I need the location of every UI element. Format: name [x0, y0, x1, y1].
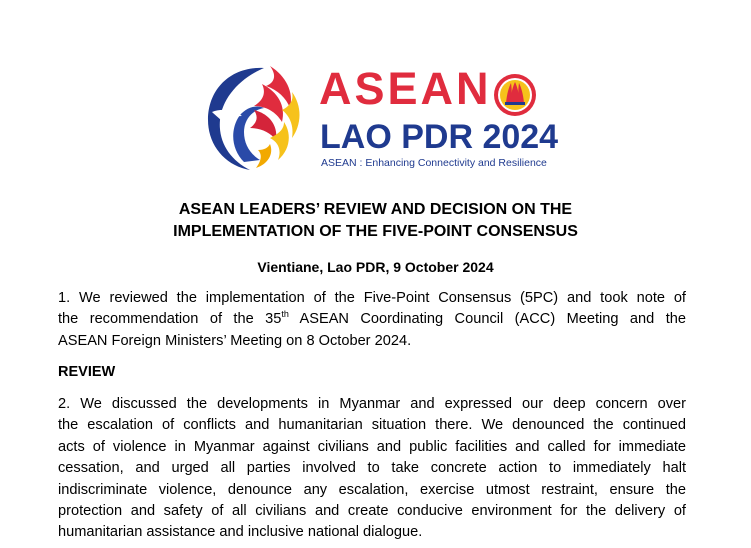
paragraph-text: the recommendation of the 35 [58, 311, 282, 328]
lao-pdr-2024-wordmark: LAO PDR 2024 [320, 118, 559, 156]
paragraph-line: 2. We discussed the developments in Myanmar and expressed our deep concern over [58, 396, 686, 412]
paragraph-2 [58, 394, 686, 544]
asean-seal-icon [493, 73, 537, 117]
paragraph-line: humanitarian assistance and inclusive national dialogue. [58, 524, 423, 541]
paragraph-line: 1. We reviewed the implementation of the Five-Point Consensus (5PC) and took note of [58, 290, 686, 306]
paragraph-1 [58, 288, 686, 352]
section-heading-review: REVIEW [58, 364, 116, 380]
logo-tagline: ASEAN : Enhancing Connectivity and Resilience [321, 157, 547, 169]
asean-lao-pdr-2024-logo [204, 62, 559, 172]
paragraph-line: cessation, and urged all parties involved to take concrete action to immediately halt [58, 460, 686, 477]
paragraph-line: ASEAN Foreign Ministers’ Meeting on 8 October 2024. [58, 332, 412, 349]
paragraph-line [58, 309, 686, 330]
asean-wordmark: ASEAN [319, 63, 492, 114]
paragraph-text: ASEAN Coordinating Council (ACC) Meeting and the [288, 311, 686, 328]
document-title-line: ASEAN LEADERS’ REVIEW AND DECISION ON THE [178, 201, 573, 218]
place-and-date: Vientiane, Lao PDR, 9 October 2024 [257, 259, 494, 275]
paragraph-line: protection and safety of all civilians and create conducive environment for the delivery of [58, 503, 686, 520]
paragraph-line: indiscriminate violence, denounce any escalation, exercise utmost restraint, ensure the [58, 481, 686, 498]
asean-emblem-icon [204, 62, 306, 172]
document-title-line: IMPLEMENTATION OF THE FIVE-POINT CONSENSUS [173, 223, 578, 240]
paragraph-line: acts of violence in Myanmar against civilians and public facilities and called for immediate [58, 438, 686, 455]
document-title [0, 199, 751, 243]
paragraph-line: the escalation of conflicts and humanitarian situation there. We denounced the continued [58, 417, 686, 434]
ordinal-suffix: th [281, 308, 289, 319]
